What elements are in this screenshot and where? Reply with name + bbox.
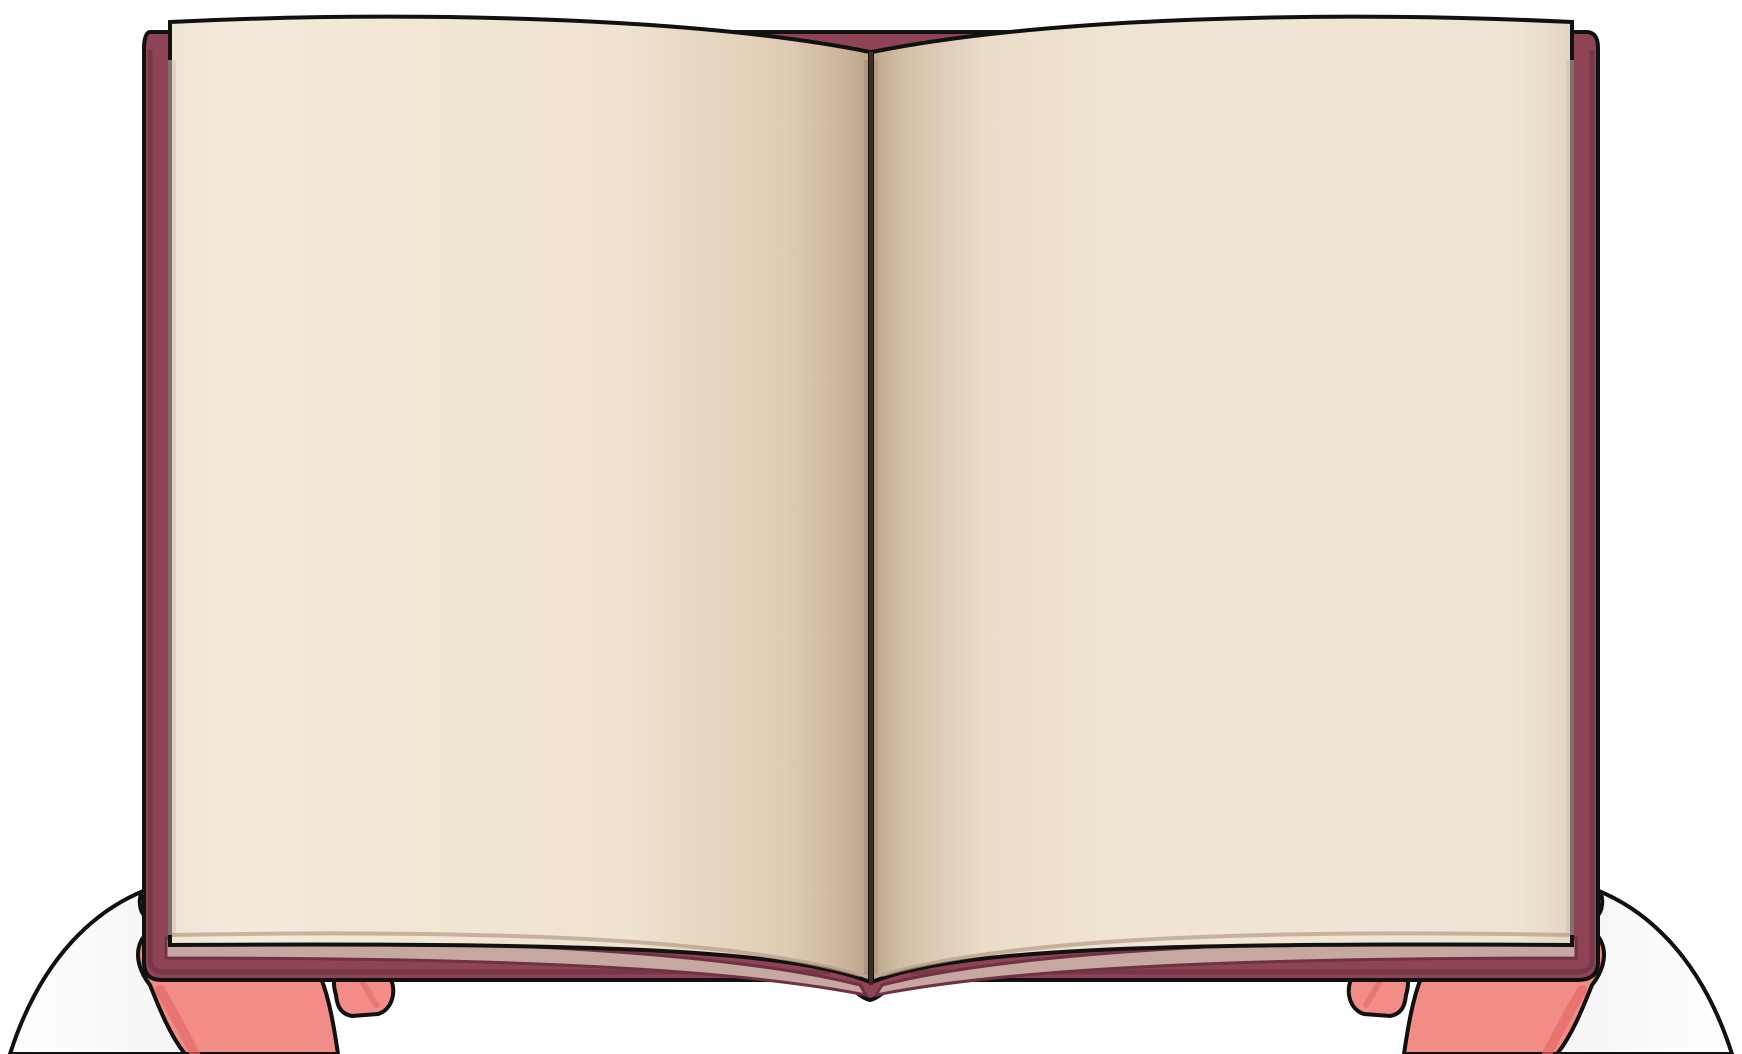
right-page (872, 17, 1572, 982)
left-page (170, 17, 870, 982)
book-spine (866, 52, 876, 985)
